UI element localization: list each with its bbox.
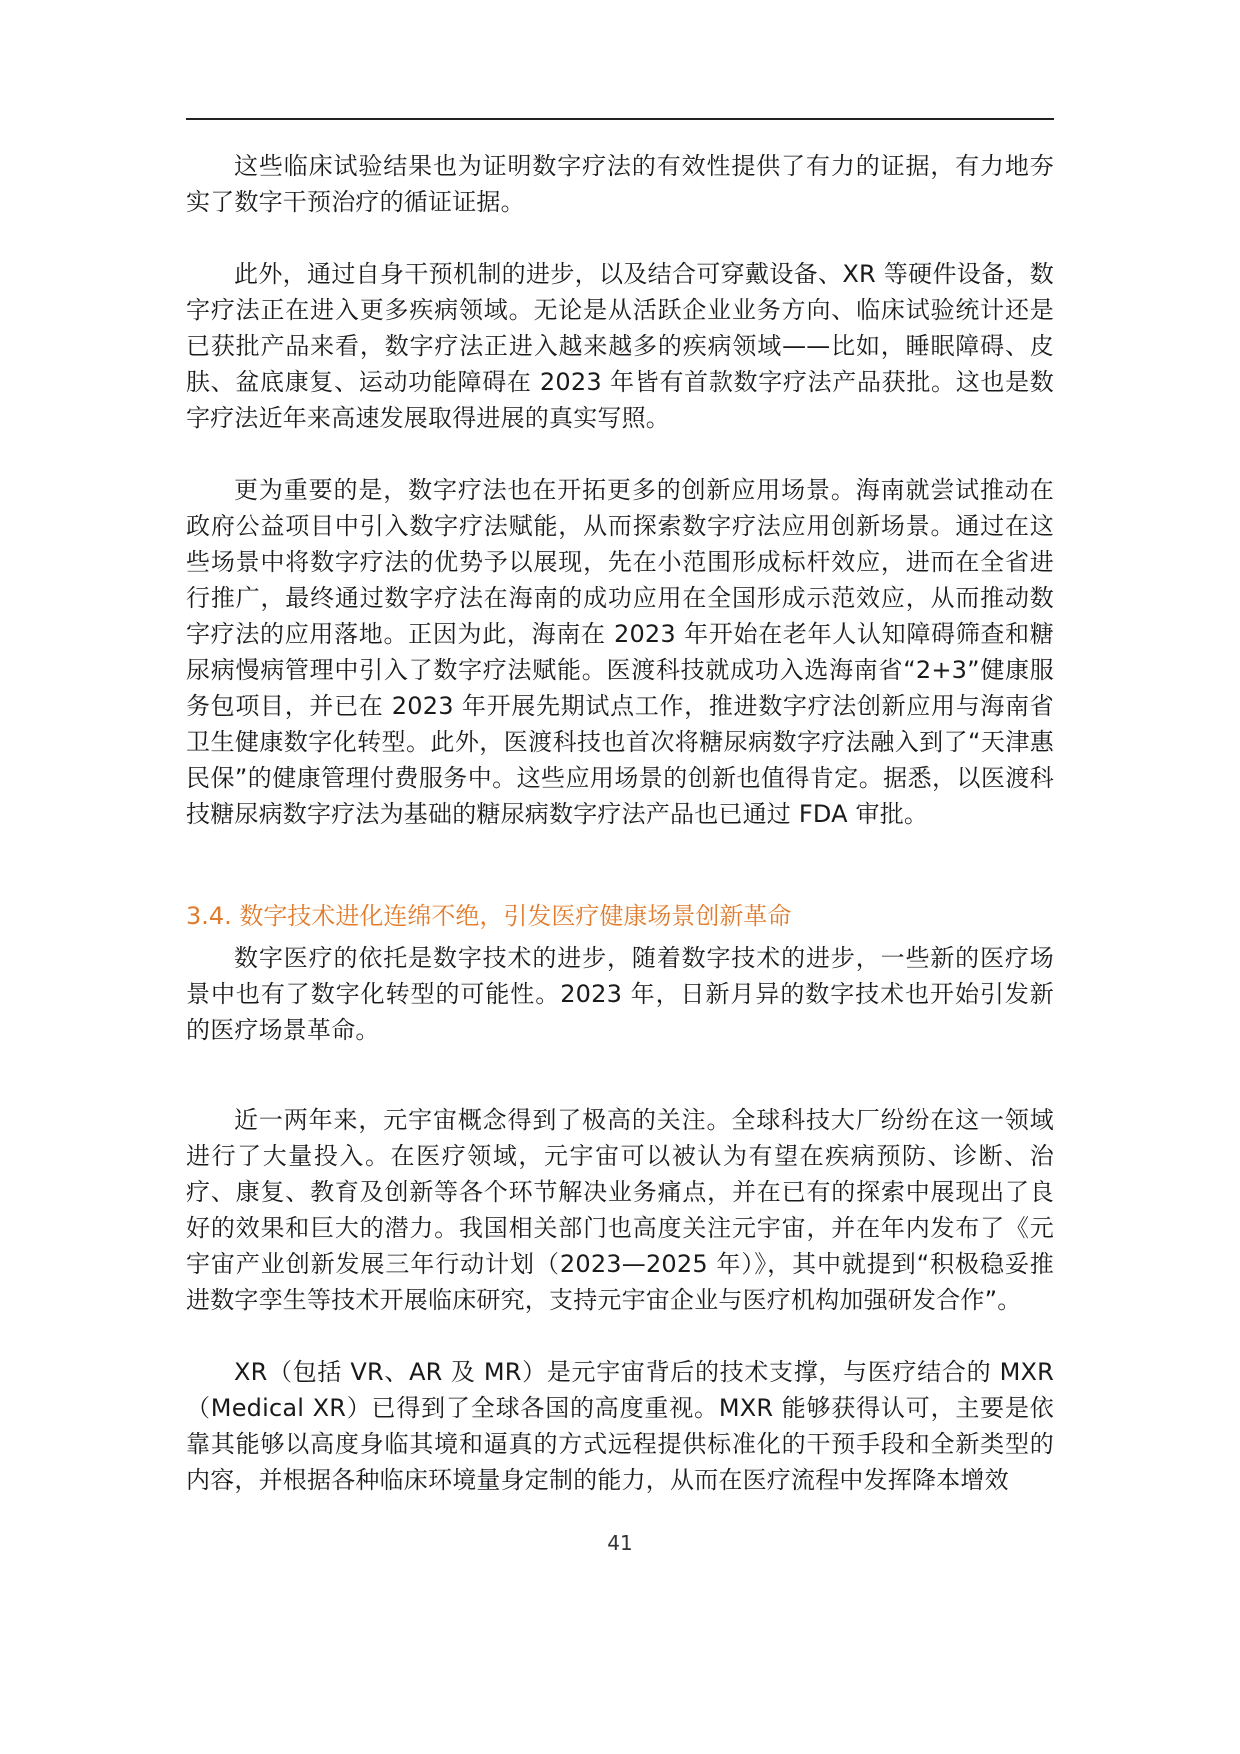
paragraph-evidence: 这些临床试验结果也为证明数字疗法的有效性提供了有力的证据，有力地夯实了数字干预治疗的循证证据。 xyxy=(186,152,1054,216)
paragraph-mxr: XR（包括 VR、AR 及 MR）是元宇宙背后的技术支撑，与医疗结合的 MXR（Medical XR）已得到了全球各国的高度重视。MXR 能够获得认可，主要是依靠其能够以高度身临其境和逼真的方式远程提供标准化的干预手段和全新类型的内容，并根据各种临床环境量身定制的能力，从而在医疗流程中发挥降本增效 xyxy=(186,1358,1054,1494)
paragraph-digital-tech: 数字医疗的依托是数字技术的进步，随着数字技术的进步，一些新的医疗场景中也有了数字化转型的可能性。2023 年，日新月异的数字技术也开始引发新的医疗场景革命。 xyxy=(186,944,1054,1044)
page-number: 41 xyxy=(607,1531,633,1555)
paragraph-metaverse: 近一两年来，元宇宙概念得到了极高的关注。全球科技大厂纷纷在这一领域进行了大量投入。在医疗领域，元宇宙可以被认为有望在疾病预防、诊断、治疗、康复、教育及创新等各个环节解决业务痛点，并在已有的探索中展现出了良好的效果和巨大的潜力。我国相关部门也高度关注元宇宙，并在年内发布了《元宇宙产业创新发展三年行动计划（2023—2025 年）》，其中就提到“积极稳妥推进数字孪生等技术开展临床研究，支持元宇宙企业与医疗机构加强研发合作”。 xyxy=(186,1106,1054,1314)
paragraph-disease-areas: 此外，通过自身干预机制的进步，以及结合可穿戴设备、XR 等硬件设备，数字疗法正在进入更多疾病领域。无论是从活跃企业业务方向、临床试验统计还是已获批产品来看，数字疗法正进入越来越多的疾病领域——比如，睡眠障碍、皮肤、盆底康复、运动功能障碍在 2023 年皆有首款数字疗法产品获批。这也是数字疗法近年来高速发展取得进展的真实写照。 xyxy=(186,260,1054,432)
paragraph-application-scenarios: 更为重要的是，数字疗法也在开拓更多的创新应用场景。海南就尝试推动在政府公益项目中引入数字疗法赋能，从而探索数字疗法应用创新场景。通过在这些场景中将数字疗法的优势予以展现，先在小范围形成标杆效应，进而在全省进行推广，最终通过数字疗法在海南的成功应用在全国形成示范效应，从而推动数字疗法的应用落地。正因为此，海南在 2023 年开始在老年人认知障碍筛查和糖尿病慢病管理中引入了数字疗法赋能。医渡科技就成功入选海南省“2+3”健康服务包项目，并已在 2023 年开展先期试点工作，推进数字疗法创新应用与海南省卫生健康数字化转型。此外，医渡科技也首次将糖尿病数字疗法融入到了“天津惠民保”的健康管理付费服务中。这些应用场景的创新也值得肯定。据悉，以医渡科技糖尿病数字疗法为基础的糖尿病数字疗法产品也已通过 FDA 审批。 xyxy=(186,476,1054,828)
header-rule xyxy=(186,118,1054,120)
section-heading-3-4: 3.4. 数字技术进化连绵不绝，引发医疗健康场景创新革命 xyxy=(186,902,792,930)
